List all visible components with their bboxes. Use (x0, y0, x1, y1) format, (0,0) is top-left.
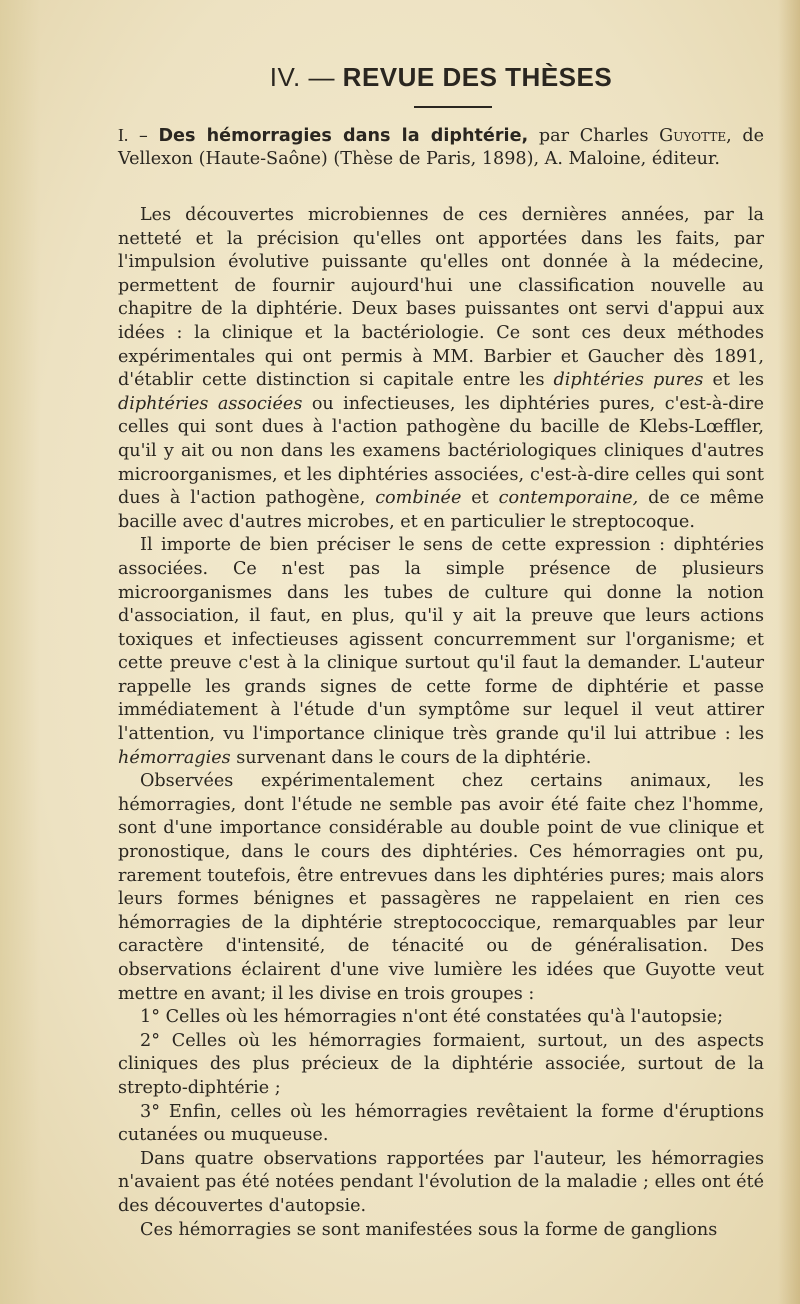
paragraph-3: Observées expérimentalement chez certains animaux, les hémorragies, dont l'étude ne semble pas avoir été faite chez l'homme, sont d'une importance considérable au double point de vue clinique et pronostique, dans le cours des diphtéries. Ces hémorragies ont pu, rarement toutefois, être entrevues dans les diphtéries pures; mais alors leurs formes bénignes et passagères ne rappelaient en rien ces hémorragies de la diphtérie streptococcique, remarquables par leur caractère d'intensité, de ténacité ou de généralisation. Des observations éclairent d'une vive lumière les idées que Guyotte veut mettre en avant; il les divise en trois groupes : (118, 771, 764, 1004)
paragraph-1-text-e: de ce même bacille avec d'autres microbes, et en particulier le streptocoque. (118, 488, 765, 532)
term-hemorrhages: hémorragies (118, 747, 231, 768)
heading-rule (414, 106, 492, 108)
list-item-2: 2° Celles où les hémorragies formaient, surtout, un des aspects cliniques des plus précieux de la diphtérie associée, surtout de la strepto-diphtérie ; (118, 1030, 764, 1098)
paragraph-1-text-b: et les (712, 370, 764, 391)
entry-title: Des hémorragies dans la diphtérie, (158, 126, 529, 146)
entry-details: , de Vellexon (Haute-Saône) (Thèse de Paris, 1898), A. Maloine, éditeur. (118, 126, 765, 170)
page-edge-right (778, 0, 800, 1304)
paragraph-2-text-b: survenant dans le cours de la diphtérie. (236, 747, 592, 768)
paragraph-4: Dans quatre observations rapportées par l'auteur, les hémorragies n'avaient pas été notées pendant l'évolution de la maladie ; elles ont été des découvertes d'autopsie. (118, 1148, 764, 1216)
section-title: REVUE DES THÈSES (342, 62, 613, 92)
paragraph-2-text-a: Il importe de bien préciser le sens de cette expression : diphtéries associées. Ce n'est pas la simple présence de plusieurs microorganismes dans les tubes de culture qui donne la notion d'association, il faut, en plus, qu'il y ait la preuve que leurs actions toxiques et infectieuses agissent concurremment sur l'organisme; et cette preuve c'est à la clinique surtout qu'il faut la demander. L'auteur rappelle les grands signes de cette forme de diphtérie et passe immédiatement à l'étude d'un symptôme sur lequel il veut attirer l'attention, vu l'importance clinique très grande qu'il lui attribue : les (118, 535, 764, 745)
term-contemporary: contemporaine, (498, 488, 639, 509)
term-associated-diphtheria: diphtéries associées (118, 393, 303, 414)
paragraph-1 (118, 204, 764, 534)
entry-author: Guyotte (659, 126, 727, 146)
section-heading (118, 62, 764, 93)
paragraph-1-text-a: Les découvertes microbiennes de ces dernières années, par la netteté et la précision qu'elles ont apportées dans les faits, par l'impulsion évolutive puissante qu'elles ont donnée à la médecine, permettent de fournir aujourd'hui une classification nouvelle au chapitre de la diphtérie. Deux bases puissantes ont servi d'appui aux idées : la clinique et la bactériologie. Ce sont ces deux méthodes expérimentales qui ont permis à MM. Barbier et Gaucher dès 1891, d'établir cette distinction si capitale entre les (118, 205, 764, 391)
paragraph-1-text-d: et (471, 488, 489, 509)
section-dash: — (308, 62, 335, 92)
entry-dash: – (138, 126, 148, 146)
review-body (118, 204, 764, 1242)
entry-by: par Charles (538, 126, 649, 146)
term-combined: combinée (375, 488, 462, 509)
term-pure-diphtheria: diphtéries pures (553, 370, 704, 391)
list-item-3: 3° Enfin, celles où les hémorragies revêtaient la forme d'éruptions cutanées ou muqueuse. (118, 1101, 764, 1146)
paragraph-2 (118, 534, 764, 770)
thesis-entry-header (118, 124, 764, 171)
section-number: IV. (269, 62, 301, 92)
paragraph-5: Ces hémorragies se sont manifestées sous la forme de ganglions (140, 1219, 718, 1240)
paragraph-1-text-c: ou infectieuses, les diphtéries pures, c'est-à-dire celles qui sont dues à l'action pathogène du bacille de Klebs-Lœffler, qu'il y ait ou non dans les examens bactériologiques cliniques d'autres microorganismes, et les diphtéries associées, c'est-à-dire celles qui sont dues à l'action pathogène, (118, 393, 765, 509)
list-item-1: 1° Celles où les hémorragies n'ont été constatées qu'à l'autopsie; (140, 1007, 724, 1028)
entry-number: I. (118, 125, 129, 145)
page-edge-left (0, 0, 40, 1304)
